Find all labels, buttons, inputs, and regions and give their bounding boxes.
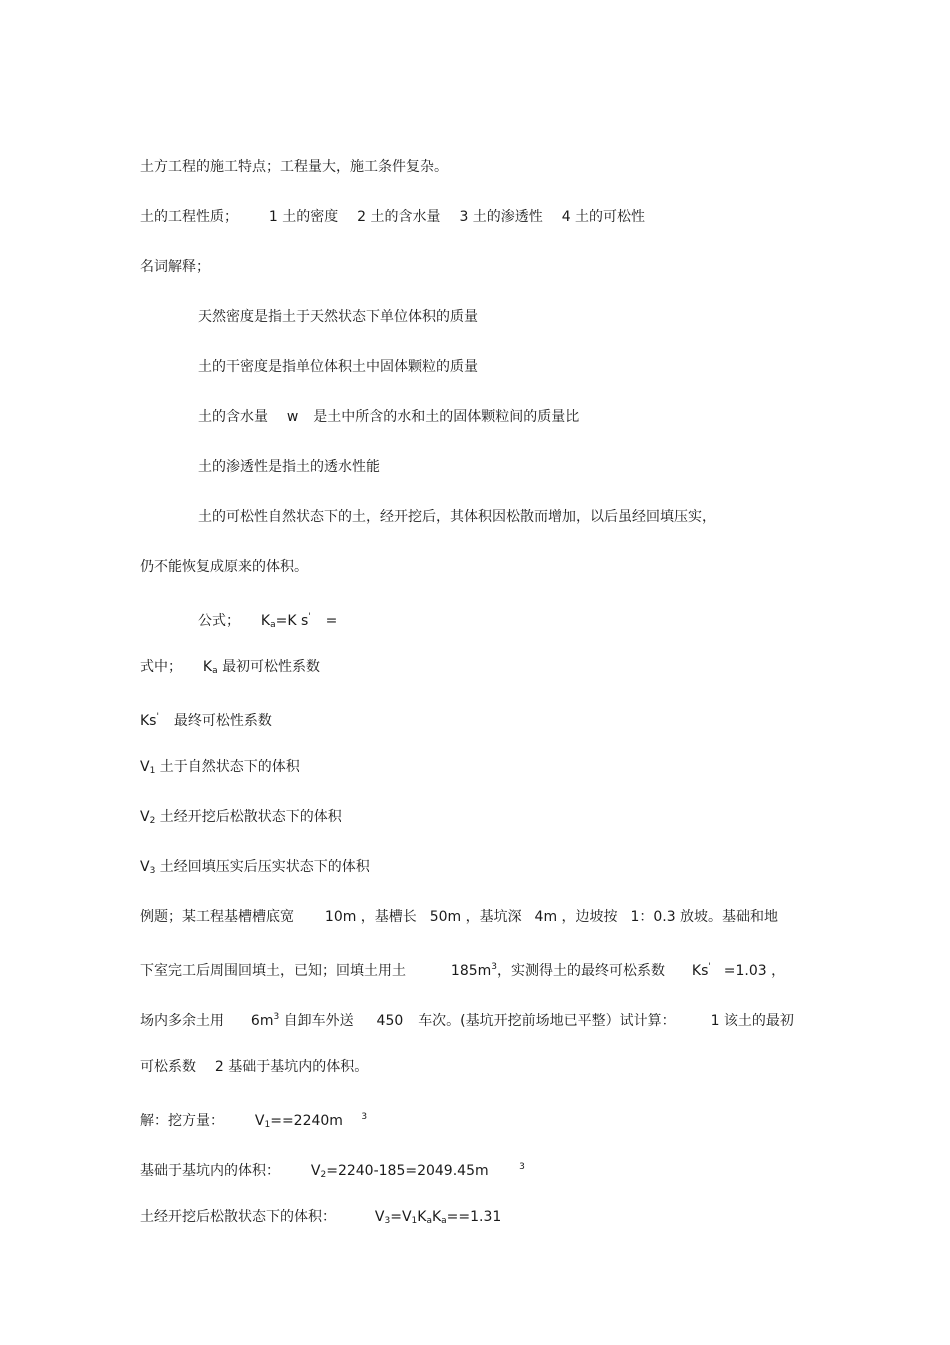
text-line-example-3: 场内多余土用 $6m^3$ 自卸车外送 450 车次。(基坑开挖前场地已平整）试计算： 1 该土的最初 <box>140 1012 794 1029</box>
item-permeability: 3 土的渗透性 <box>459 209 543 225</box>
text-line-v1: $V_1$ 土于自然状态下的体积 <box>140 759 300 776</box>
text-line-ks: Ks' 最终可松性系数 <box>140 712 272 729</box>
text-line-looseness-continued: 仍不能恢复成原来的体积。 <box>140 559 308 575</box>
text-line-solution-2: 基础于基坑内的体积： $V_2=2240-185=2049.45m$ $^3$ <box>140 1162 525 1180</box>
text-line-solution-3: 土经开挖后松散状态下的体积： $V_3=V_1K_aK_a==1.31$ <box>140 1209 502 1226</box>
text-line-where: 式中； $K_a$ 最初可松性系数 <box>140 659 321 676</box>
text-line-v3: $V_3$ 土经回填压实后压实状态下的体积 <box>140 859 370 876</box>
text-line-dry-density: 土的干密度是指单位体积土中固体颗粒的质量 <box>198 359 478 375</box>
text-line-v2: $V_2$ 土经开挖后松散状态下的体积 <box>140 809 342 826</box>
text-line-natural-density: 天然密度是指土于天然状态下单位体积的质量 <box>198 309 478 325</box>
label-soil-properties: 土的工程性质； <box>140 209 238 225</box>
item-density: 1 土的密度 <box>268 209 339 225</box>
text-line-soil-properties <box>140 207 645 227</box>
text-line-example-4: 可松系数 2 基础于基坑内的体积。 <box>140 1059 369 1075</box>
text-line-glossary-heading: 名词解释； <box>140 259 210 275</box>
item-water-content: 2 土的含水量 <box>357 209 441 225</box>
text-line-construction-features: 土方工程的施工特点；工程量大，施工条件复杂。 <box>140 159 448 175</box>
text-line-solution-1: 解：挖方量： $V_1==2240m$ $^3$ <box>140 1112 368 1130</box>
text-line-looseness-definition: 土的可松性自然状态下的土，经开挖后，其体积因松散而增加，以后虽经回填压实， <box>198 509 716 525</box>
text-line-permeability: 土的渗透性是指土的透水性能 <box>198 459 380 475</box>
text-line-water-content: 土的含水量 w 是土中所含的水和土的固体颗粒间的质量比 <box>198 409 580 425</box>
item-looseness: 4 土的可松性 <box>561 209 646 225</box>
text-line-formula: 公式； $K_a=K$ s' = <box>198 612 338 630</box>
text-line-example-1: 例题；某工程基槽槽底宽 10m ，基槽长 50m ，基坑深 4m ，边坡按 1：0.3 放坡。基础和地 <box>140 909 779 925</box>
text-line-example-2: 下室完工后周围回填土，已知；回填土用土 $185m^3$，实测得土的最终可松系数 Ks' =1.03 ， <box>140 962 786 979</box>
